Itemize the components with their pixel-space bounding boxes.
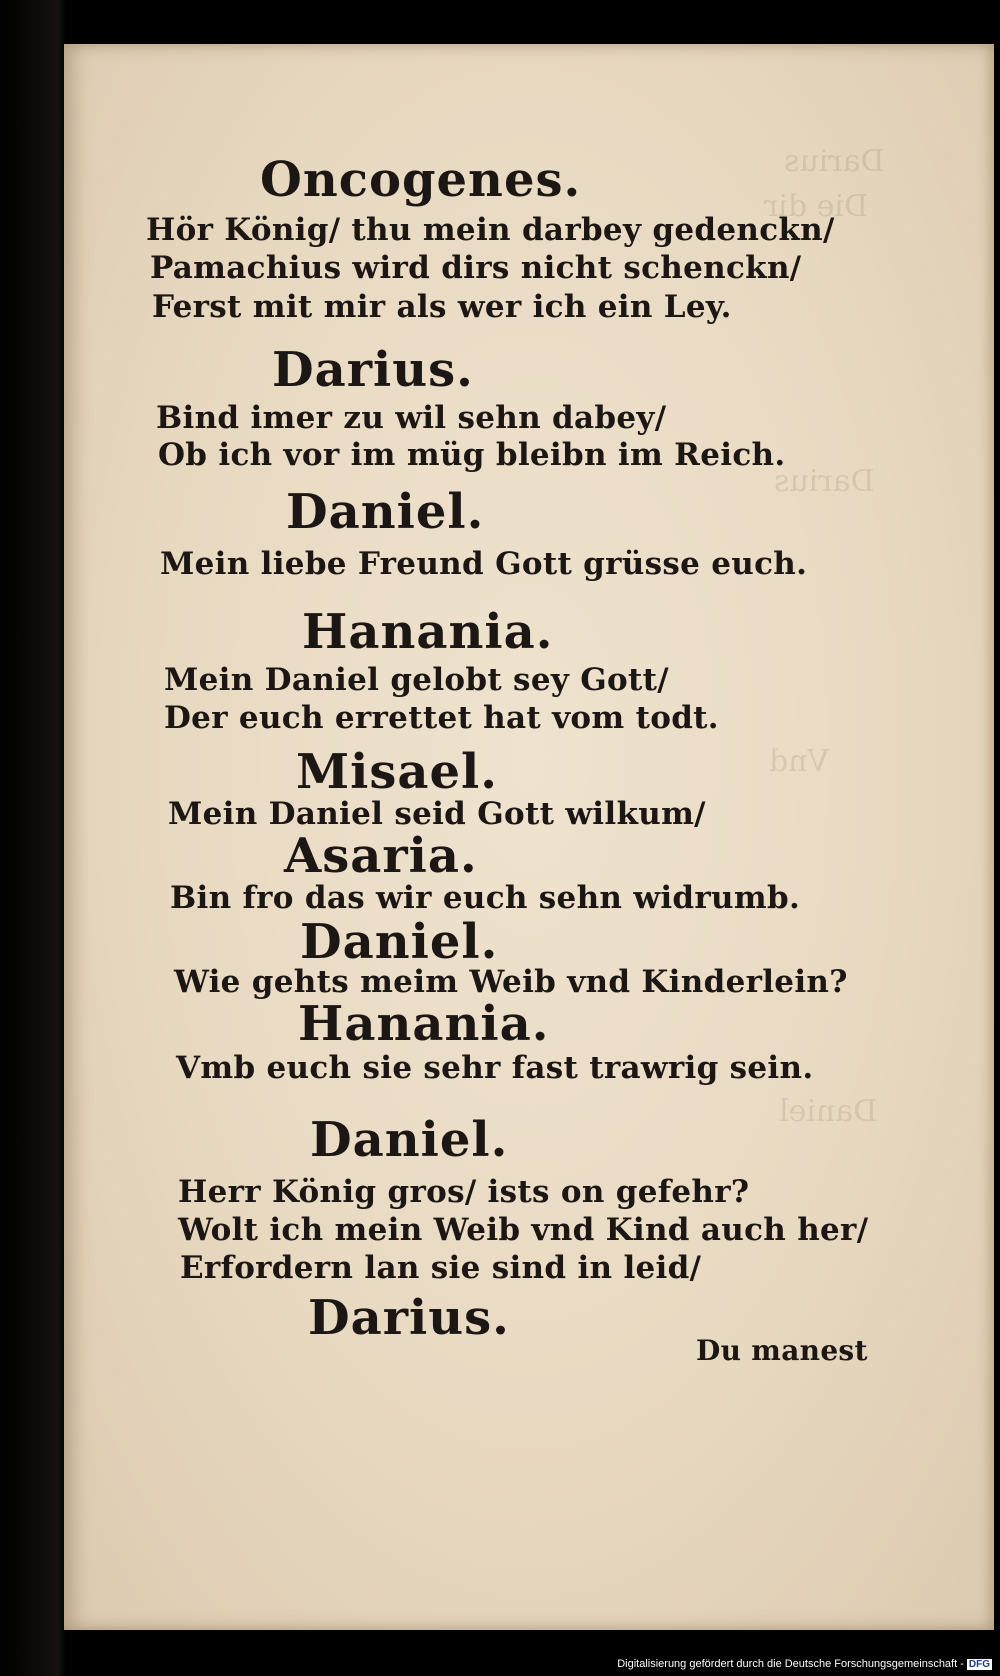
speaker-heading: Darius. [308, 1290, 510, 1346]
verse-line: Hör König/ thu mein darbey gedenckn/ [146, 212, 835, 248]
verse-line: Bin fro das wir euch sehn widrumb. [170, 880, 801, 916]
show-through-decoration: Die dir [764, 189, 869, 224]
speaker-heading: Daniel. [300, 914, 499, 970]
verse-line: Wie gehts meim Weib vnd Kinderlein? [174, 964, 848, 1000]
speaker-heading: Daniel. [310, 1112, 509, 1168]
verse-line: Mein Daniel seid Gott wilkum/ [168, 796, 706, 832]
show-through-decoration: Darius [784, 144, 885, 179]
dfg-logo: DFG [968, 1659, 990, 1670]
speaker-heading: Misael. [296, 744, 498, 800]
verse-line: Mein liebe Freund Gott grüsse euch. [160, 546, 808, 582]
footer-credit-text: Digitalisierung gefördert durch die Deutsche Forschungsgemeinschaft - [617, 1658, 964, 1670]
verse-line: Bind imer zu wil sehn dabey/ [156, 400, 667, 436]
speaker-heading: Oncogenes. [260, 152, 582, 208]
speaker-heading: Darius. [272, 342, 474, 398]
show-through-decoration: Vnd [769, 744, 830, 779]
verse-line: Vmb euch sie sehr fast trawrig sein. [176, 1050, 814, 1086]
speaker-heading: Asaria. [284, 828, 478, 884]
speaker-heading: Hanania. [302, 604, 554, 660]
verse-line: Wolt ich mein Weib vnd Kind auch her/ [178, 1212, 869, 1248]
verse-line: Ob ich vor im müg bleibn im Reich. [158, 437, 786, 473]
verse-line: Ferst mit mir als wer ich ein Ley. [152, 289, 732, 325]
verse-line: Mein Daniel gelobt sey Gott/ [164, 662, 669, 698]
show-through-decoration: Darius [774, 464, 875, 499]
speaker-heading: Hanania. [298, 996, 550, 1052]
verse-line: Der euch errettet hat vom todt. [164, 700, 719, 736]
verse-line: Pamachius wird dirs nicht schenckn/ [150, 250, 802, 286]
digitization-footer [617, 1658, 992, 1670]
verse-line: Herr König gros/ ists on gefehr? [178, 1174, 750, 1210]
paper-sheet [64, 44, 994, 1630]
speaker-heading: Daniel. [286, 484, 485, 540]
verse-line: Erfordern lan sie sind in leid/ [180, 1250, 702, 1286]
show-through-decoration: Daniel [779, 1094, 878, 1129]
catchword: Du manest [696, 1334, 868, 1367]
